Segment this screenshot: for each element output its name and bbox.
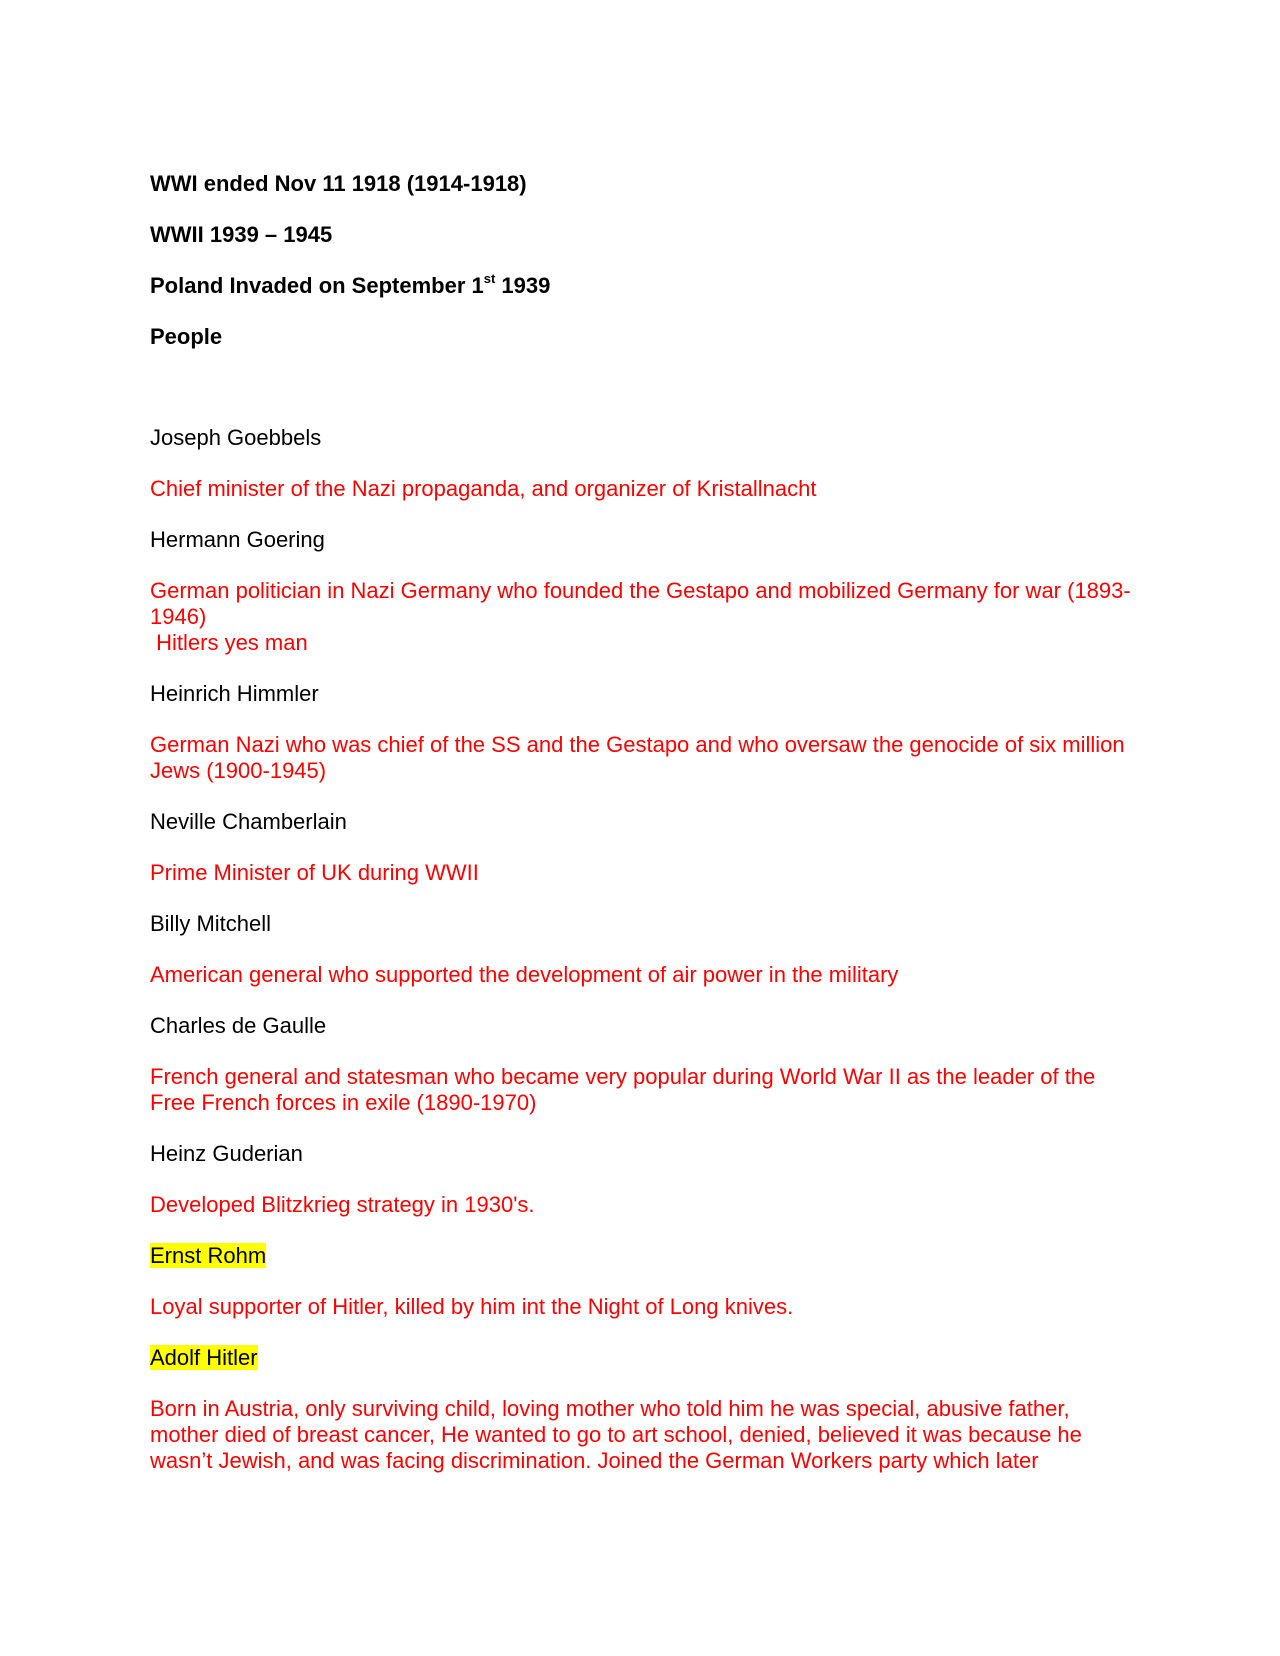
heading-people: People — [150, 324, 223, 349]
person-description-chamberlain: Prime Minister of UK during WWII — [150, 860, 479, 885]
person-description-goebbels: Chief minister of the Nazi propaganda, and organizer of Kristallnacht — [150, 476, 817, 501]
person-name-de-gaulle: Charles de Gaulle — [150, 1013, 327, 1038]
person-name-himmler: Heinrich Himmler — [150, 681, 319, 706]
person-name-mitchell: Billy Mitchell — [150, 911, 272, 936]
highlighted-name-rohm: Ernst Rohm — [150, 1243, 267, 1268]
person-description-guderian: Developed Blitzkrieg strategy in 1930's. — [150, 1192, 535, 1217]
heading-poland-text: Poland Invaded on September 1 — [150, 273, 484, 298]
person-description-de-gaulle: French general and statesman who became very popular during World War II as the leader of the Free French forces in exile (1890-1970) — [150, 1064, 1096, 1115]
person-name-goebbels: Joseph Goebbels — [150, 425, 322, 450]
person-name-chamberlain: Neville Chamberlain — [150, 809, 347, 834]
person-name-hitler — [150, 1345, 1140, 1371]
person-description-goering-text: German politician in Nazi Germany who founded the Gestapo and mobilized Germany for war (1893-1946) — [150, 578, 1131, 629]
person-name-rohm — [150, 1243, 1140, 1269]
person-description-goering — [150, 578, 1140, 656]
person-note-goering: Hitlers yes man — [150, 630, 308, 655]
person-name-guderian: Heinz Guderian — [150, 1141, 303, 1166]
heading-poland — [150, 270, 1140, 299]
highlighted-name-hitler: Adolf Hitler — [150, 1345, 258, 1370]
heading-wwii: WWII 1939 – 1945 — [150, 222, 333, 247]
person-description-himmler: German Nazi who was chief of the SS and the Gestapo and who oversaw the genocide of six million Jews (1900-1945) — [150, 732, 1125, 783]
heading-poland-year: 1939 — [495, 273, 551, 298]
person-name-goering: Hermann Goering — [150, 527, 325, 552]
person-description-rohm: Loyal supporter of Hitler, killed by him int the Night of Long knives. — [150, 1294, 794, 1319]
person-description-hitler: Born in Austria, only surviving child, loving mother who told him he was special, abusive father, mother died of breast cancer, He wanted to go to art school, denied, believed it was because he wasn’t Jewish, and was facing discrimination. Joined the German Workers party which later — [150, 1396, 1082, 1473]
heading-poland-superscript: st — [483, 270, 496, 286]
document-page — [150, 171, 1140, 1499]
person-description-mitchell: American general who supported the development of air power in the military — [150, 962, 899, 987]
heading-wwi: WWI ended Nov 11 1918 (1914-1918) — [150, 171, 527, 196]
